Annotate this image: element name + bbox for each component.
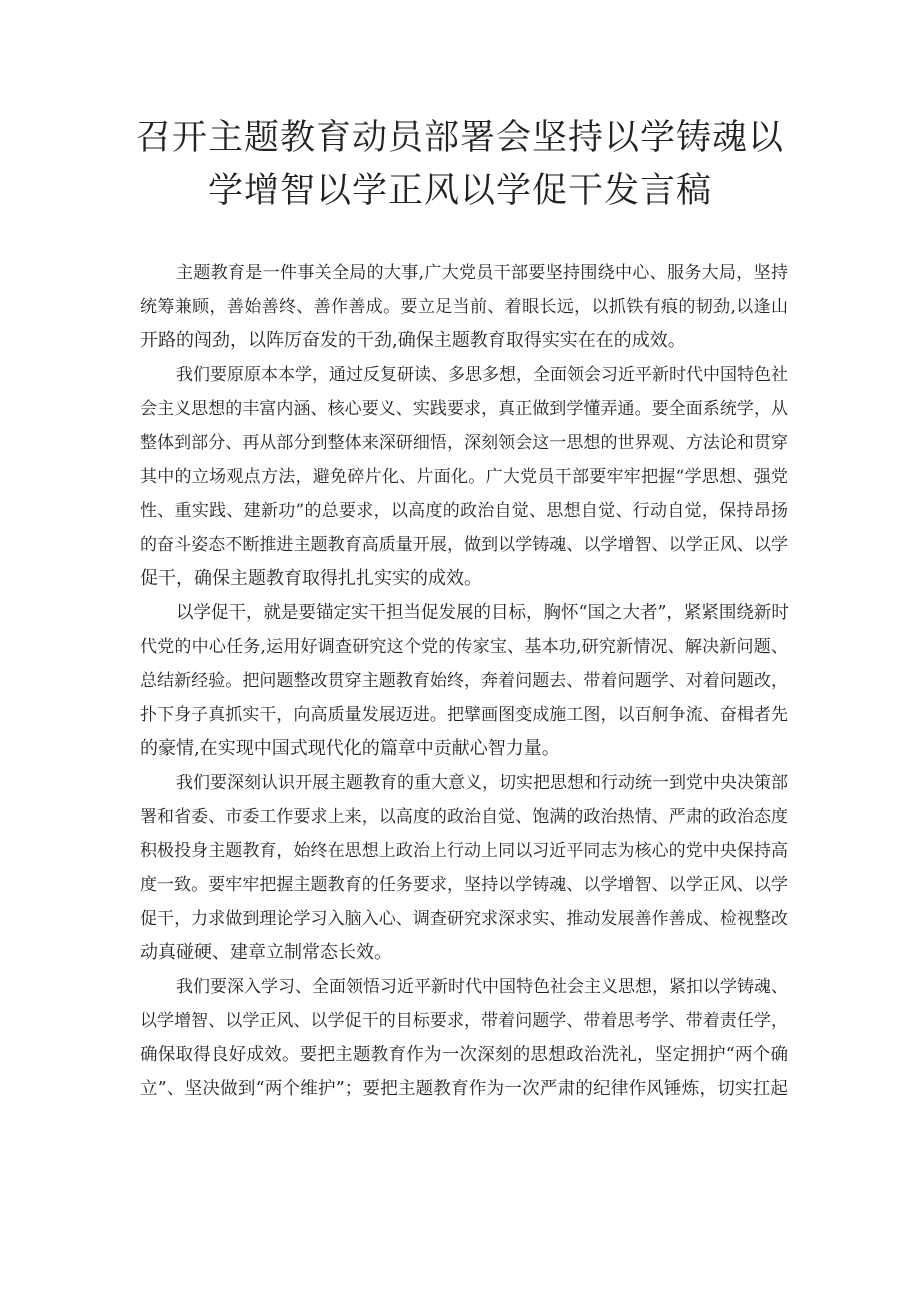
text-line: 统筹兼顾，善始善终、善作善成。要立足当前、着眼长远，以抓铁有痕的韧劲,以逢山 <box>140 297 788 317</box>
document-title <box>110 112 810 218</box>
text-line: 以学促干，就是要锚定实干担当促发展的目标，胸怀“国之大者”，紧紧围绕新时 <box>176 603 789 623</box>
text-line: 我们要深刻认识开展主题教育的重大意义，切实把思想和行动统一到党中央决策部 <box>176 773 788 793</box>
text-line: 我们要原原本本学，通过反复研读、多思多想，全面领会习近平新时代中国特色社 <box>176 365 788 385</box>
paragraph-1 <box>140 256 788 358</box>
title-line-2: 学增智以学正风以学促干发言稿 <box>207 171 712 211</box>
text-line: 动真碰硬、建章立制常态长效。 <box>140 942 392 963</box>
text-line: 确保取得良好成效。要把主题教育作为一次深刻的思想政治洗礼，坚定拥护“两个确 <box>140 1045 788 1065</box>
text-line: 的奋斗姿态不断推进主题教育高质量开展，做到以学铸魂、以学增智、以学正风、以学 <box>140 535 788 555</box>
paragraph-4 <box>140 766 788 970</box>
text-line: 以学增智、以学正风、以学促干的目标要求，带着问题学、带着思考学、带着责任学， <box>140 1011 788 1031</box>
text-line: 其中的立场观点方法，避免碎片化、片面化。广大党员干部要牢牢把握“学思想、强党 <box>140 467 788 487</box>
text-line: 代党的中心任务,运用好调查研究这个党的传家宝、基本功,研究新情况、解决新问题、 <box>140 637 788 657</box>
text-line: 的豪情,在实现中国式现代化的篇章中贡献心智力量。 <box>140 738 560 759</box>
document-body <box>140 256 788 1106</box>
text-line: 我们要深入学习、全面领悟习近平新时代中国特色社会主义思想，紧扣以学铸魂、 <box>176 977 788 997</box>
text-line: 性、重实践、建新功”的总要求，以高度的政治自觉、思想自觉、行动自觉，保持昂扬 <box>140 501 788 521</box>
text-line: 开路的闯劲，以阵厉奋发的干劲,确保主题教育取得实实在在的成效。 <box>140 330 686 351</box>
text-line: 促干，确保主题教育取得扎扎实实的成效。 <box>140 568 482 589</box>
text-line: 度一致。要牢牢把握主题教育的任务要求，坚持以学铸魂、以学增智、以学正风、以学 <box>140 875 788 895</box>
text-line: 总结新经验。把问题整改贯穿主题教育始终，奔着问题去、带着问题学、对着问题改， <box>140 671 788 691</box>
paragraph-2 <box>140 358 788 596</box>
text-line: 立”、坚决做到“两个维护”；要把主题教育作为一次严肃的纪律作风锤炼，切实扛起 <box>140 1079 788 1099</box>
paragraph-3 <box>140 596 788 766</box>
title-line-1: 召开主题教育动员部署会坚持以学铸魂以 <box>135 118 784 158</box>
text-line: 主题教育是一件事关全局的大事,广大党员干部要坚持围绕中心、服务大局，坚持 <box>176 263 788 283</box>
text-line: 积极投身主题教育，始终在思想上政治上行动上同以习近平同志为核心的党中央保持高 <box>140 841 788 861</box>
text-line: 扑下身子真抓实干，向高质量发展迈进。把擘画图变成施工图，以百舸争流、奋楫者先 <box>140 705 788 725</box>
text-line: 署和省委、市委工作要求上来，以高度的政治自觉、饱满的政治热情、严肃的政治态度 <box>140 807 788 827</box>
paragraph-5 <box>140 970 788 1106</box>
text-line: 会主义思想的丰富内涵、核心要义、实践要求，真正做到学懂弄通。要全面系统学，从 <box>140 399 788 419</box>
text-line: 促干，力求做到理论学习入脑入心、调查研究求深求实、推动发展善作善成、检视整改 <box>140 909 788 929</box>
text-line: 整体到部分、再从部分到整体来深研细悟，深刻领会这一思想的世界观、方法论和贯穿 <box>140 433 788 453</box>
